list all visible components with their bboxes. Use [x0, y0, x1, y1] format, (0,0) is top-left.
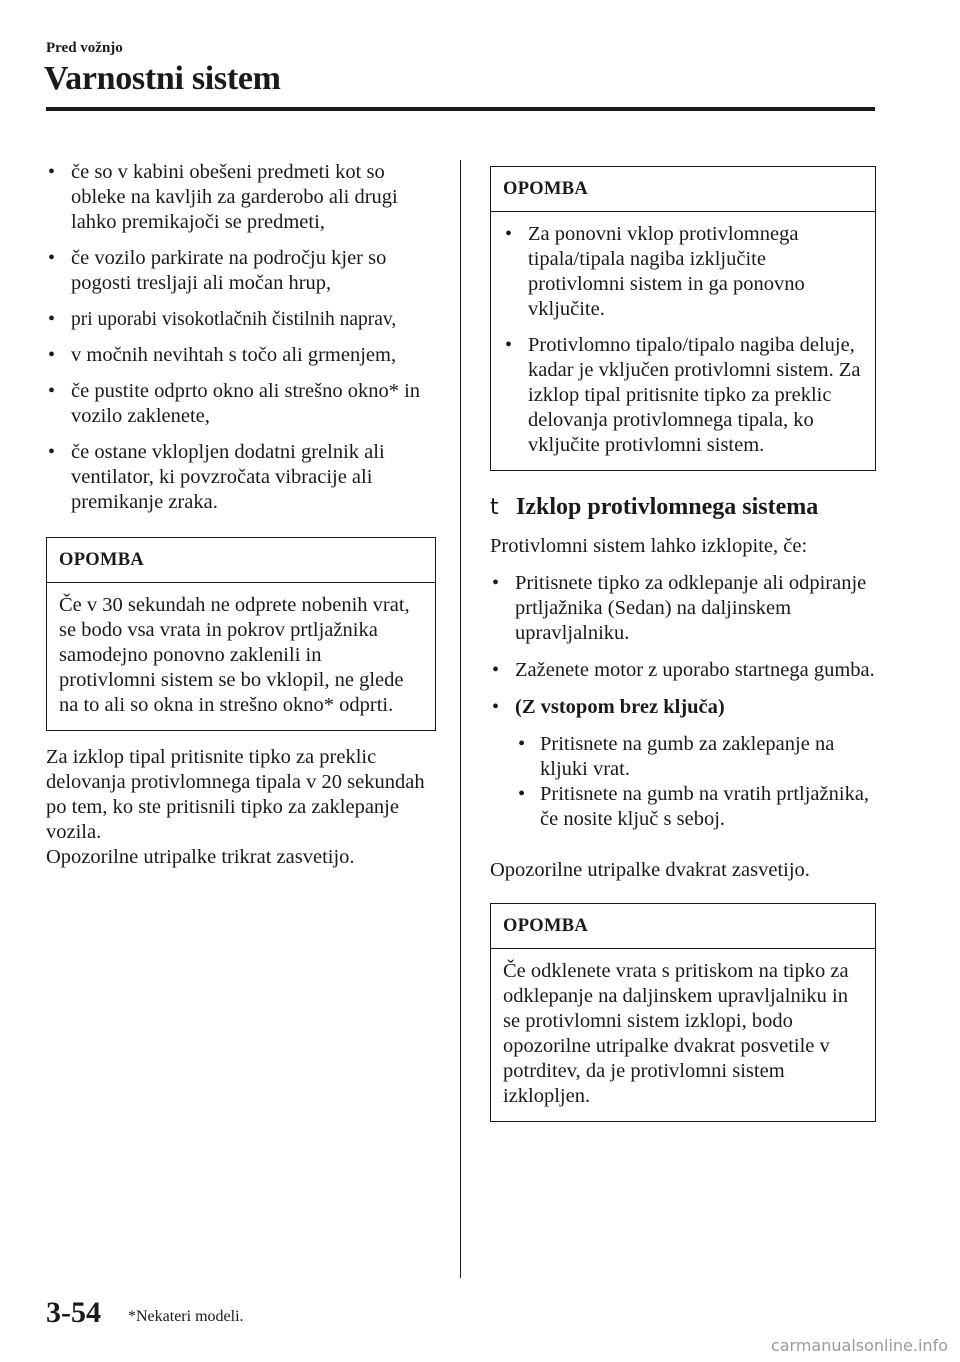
left-column	[46, 160, 436, 870]
bullet-icon: •	[48, 441, 56, 463]
section-label: Pred vožnjo	[46, 40, 123, 56]
footnote: *Nekateri modeli.	[128, 1308, 244, 1325]
bullet-icon: •	[505, 334, 513, 356]
watermark: carmanualsonline.info	[770, 1336, 948, 1355]
list-item: • če ostane vklopljen dodatni grelnik ali ventilator, ki povzročata vibracije ali premikanje zraka.	[48, 441, 385, 513]
list-item: • Za ponovni vklop protivlomnega tipala/tipala nagiba izključite protivlomni sistem in ga ponovno vključite.	[505, 223, 805, 320]
list-item: • Pritisnete na gumb za zaklepanje na kljuki vrat.	[518, 733, 835, 780]
note-box	[46, 537, 436, 731]
paragraph: Opozorilne utripalke trikrat zasvetijo.	[46, 846, 355, 868]
paragraph: Za izklop tipal pritisnite tipko za preklic delovanja protivlomnega tipala v 20 sekundah po tem, ko ste pritisnili tipko za zaklepanje vozila.	[46, 746, 425, 843]
note-title: OPOMBA	[491, 167, 875, 212]
note-title: OPOMBA	[47, 538, 435, 583]
note-box	[490, 903, 876, 1122]
header-rule	[46, 107, 875, 111]
intro-text: Protivlomni sistem lahko izklopite, če:	[490, 535, 808, 557]
bullet-icon: •	[48, 161, 56, 183]
bullet-icon: •	[492, 659, 500, 681]
list-item: • Zaženete motor z uporabo startnega gumba.	[492, 659, 875, 681]
bullet-icon: •	[492, 696, 500, 718]
right-column	[490, 166, 876, 1122]
list-item: • Pritisnete na gumb na vratih prtljažnika, če nosite ključ s seboj.	[518, 783, 870, 830]
condition-list	[46, 160, 436, 515]
bullet-icon: •	[518, 783, 526, 805]
section-heading: t Izklop protivlomnega sistema	[490, 494, 819, 520]
keyless-sublist	[490, 732, 876, 832]
note-text: Če odklenete vrata s pritiskom na tipko za odklepanje na daljinskem upravljalniku in se protivlomni sistem izklopi, bodo opozorilne utripalke dvakrat posvetile v potrditev, da je protivlomni sistem izklopljen.	[503, 960, 849, 1107]
bullet-icon: •	[492, 572, 500, 594]
note-text: Če v 30 sekundah ne odprete nobenih vrat, se bodo vsa vrata in pokrov prtljažnika samodejno ponovno zaklenili in protivlomni sistem se bo vklopil, ne glede na to ali so okna in strešno okno* odprti.	[59, 594, 410, 716]
bullet-icon: •	[48, 344, 56, 366]
page-title: Varnostni sistem	[44, 60, 281, 97]
list-item: • če pustite odprto okno ali strešno okno* in vozilo zaklenete,	[48, 380, 421, 427]
list-item: • če vozilo parkirate na področju kjer so pogosti tresljaji ali močan hrup,	[48, 247, 387, 294]
bullet-icon: •	[518, 733, 526, 755]
list-item: • Pritisnete tipko za odklepanje ali odpiranje prtljažnika (Sedan) na daljinskem upravljalniku.	[492, 572, 867, 644]
section-marker-icon: t	[490, 495, 499, 520]
list-item: • pri uporabi visokotlačnih čistilnih naprav,	[48, 308, 397, 330]
list-item: • (Z vstopom brez ključa)	[492, 696, 725, 718]
bullet-icon: •	[48, 380, 56, 402]
result-text: Opozorilne utripalke dvakrat zasvetijo.	[490, 859, 810, 881]
bullet-icon: •	[505, 223, 513, 245]
bullet-icon: •	[48, 247, 56, 269]
note-title: OPOMBA	[491, 904, 875, 949]
bullet-icon: •	[48, 308, 56, 330]
list-item: • če so v kabini obešeni predmeti kot so obleke na kavljih za garderobo ali drugi lahko premikajoči se predmeti,	[48, 161, 398, 233]
column-divider	[460, 160, 461, 1278]
list-item: • v močnih nevihtah s točo ali grmenjem,	[48, 344, 397, 366]
note-box	[490, 166, 876, 471]
page-number: 3-54	[46, 1296, 101, 1329]
list-item: • Protivlomno tipalo/tipalo nagiba deluje, kadar je vključen protivlomni sistem. Za izklop tipal pritisnite tipko za preklic delovanja protivlomnega tipala, ko vključite protivlomni sistem.	[505, 334, 861, 456]
